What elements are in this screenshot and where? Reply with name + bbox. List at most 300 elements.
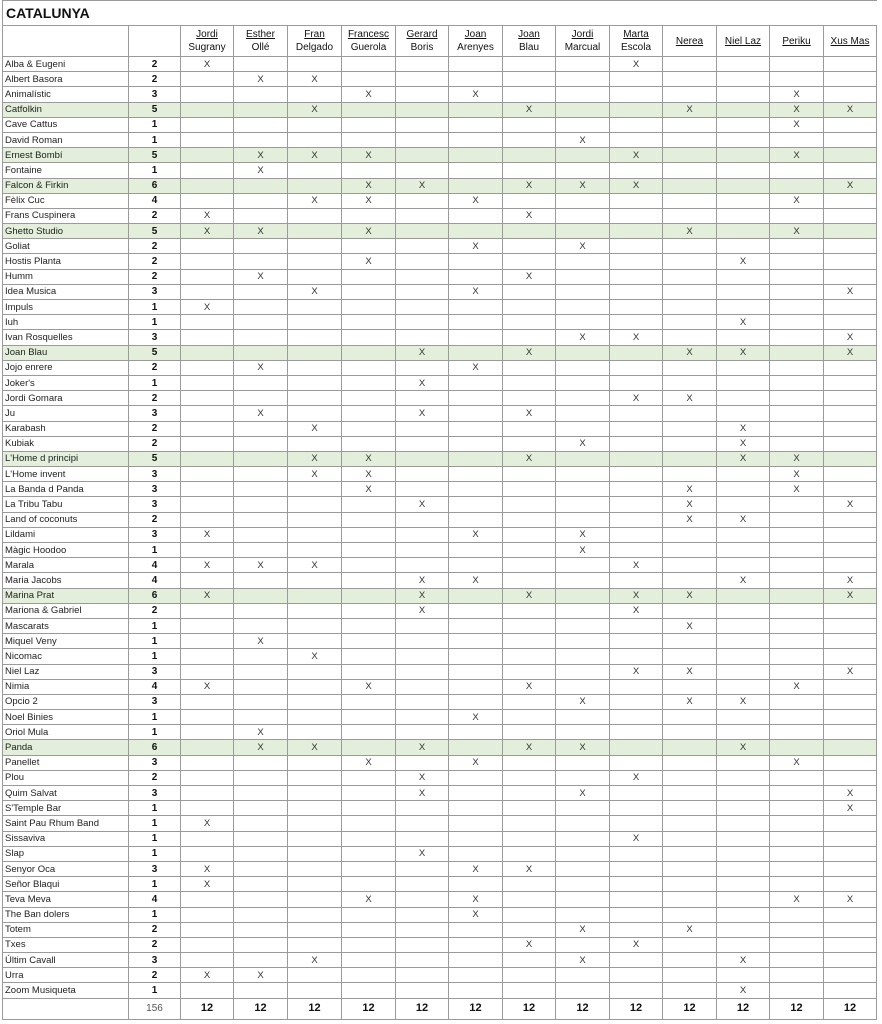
empty-cell[interactable] — [556, 983, 610, 998]
empty-cell[interactable] — [342, 770, 396, 785]
empty-cell[interactable] — [288, 57, 342, 72]
empty-cell[interactable] — [503, 603, 556, 618]
vote-mark-cell[interactable]: X — [288, 451, 342, 466]
empty-cell[interactable] — [288, 603, 342, 618]
empty-cell[interactable] — [181, 892, 234, 907]
empty-cell[interactable] — [288, 831, 342, 846]
vote-count-cell[interactable]: 1 — [129, 543, 181, 558]
empty-cell[interactable] — [770, 57, 824, 72]
vote-mark-cell[interactable]: X — [503, 679, 556, 694]
empty-cell[interactable] — [663, 527, 717, 542]
empty-cell[interactable] — [342, 634, 396, 649]
empty-cell[interactable] — [556, 360, 610, 375]
empty-cell[interactable] — [824, 816, 877, 831]
vote-count-cell[interactable]: 1 — [129, 816, 181, 831]
empty-cell[interactable] — [824, 953, 877, 968]
empty-cell[interactable] — [503, 710, 556, 725]
vote-count-cell[interactable]: 3 — [129, 664, 181, 679]
empty-cell[interactable] — [770, 877, 824, 892]
empty-cell[interactable] — [556, 588, 610, 603]
vote-mark-cell[interactable]: X — [556, 239, 610, 254]
empty-cell[interactable] — [610, 846, 663, 861]
vote-count-cell[interactable]: 3 — [129, 497, 181, 512]
empty-cell[interactable] — [234, 664, 288, 679]
empty-cell[interactable] — [770, 239, 824, 254]
empty-cell[interactable] — [717, 786, 770, 801]
empty-cell[interactable] — [396, 102, 449, 117]
dj-total-cell[interactable]: 12 — [610, 998, 663, 1019]
empty-cell[interactable] — [234, 284, 288, 299]
band-name-cell[interactable]: Plou — [3, 770, 129, 785]
band-name-cell[interactable]: Land of coconuts — [3, 512, 129, 527]
empty-cell[interactable] — [556, 497, 610, 512]
empty-cell[interactable] — [288, 482, 342, 497]
empty-cell[interactable] — [556, 831, 610, 846]
vote-mark-cell[interactable]: X — [610, 603, 663, 618]
empty-cell[interactable] — [824, 406, 877, 421]
empty-cell[interactable] — [717, 831, 770, 846]
empty-cell[interactable] — [396, 831, 449, 846]
vote-mark-cell[interactable]: X — [449, 755, 503, 770]
empty-cell[interactable] — [449, 102, 503, 117]
empty-cell[interactable] — [663, 57, 717, 72]
band-name-cell[interactable]: Marala — [3, 558, 129, 573]
empty-cell[interactable] — [556, 87, 610, 102]
empty-cell[interactable] — [181, 649, 234, 664]
empty-cell[interactable] — [503, 72, 556, 87]
empty-cell[interactable] — [717, 770, 770, 785]
vote-mark-cell[interactable]: X — [181, 57, 234, 72]
vote-mark-cell[interactable]: X — [181, 877, 234, 892]
empty-cell[interactable] — [181, 102, 234, 117]
empty-cell[interactable] — [663, 269, 717, 284]
empty-cell[interactable] — [181, 922, 234, 937]
empty-cell[interactable] — [181, 284, 234, 299]
empty-cell[interactable] — [824, 710, 877, 725]
dj-total-cell[interactable]: 12 — [342, 998, 396, 1019]
vote-mark-cell[interactable]: X — [717, 953, 770, 968]
empty-cell[interactable] — [288, 877, 342, 892]
dj-header[interactable] — [181, 26, 234, 57]
empty-cell[interactable] — [449, 618, 503, 633]
empty-cell[interactable] — [770, 208, 824, 223]
band-name-cell[interactable]: Albert Basora — [3, 72, 129, 87]
band-name-cell[interactable]: Txes — [3, 937, 129, 952]
band-name-cell[interactable]: Humm — [3, 269, 129, 284]
empty-cell[interactable] — [503, 786, 556, 801]
empty-cell[interactable] — [556, 892, 610, 907]
empty-cell[interactable] — [824, 558, 877, 573]
empty-cell[interactable] — [342, 816, 396, 831]
empty-cell[interactable] — [396, 664, 449, 679]
empty-cell[interactable] — [288, 360, 342, 375]
vote-count-cell[interactable]: 2 — [129, 421, 181, 436]
empty-cell[interactable] — [770, 163, 824, 178]
empty-cell[interactable] — [663, 193, 717, 208]
vote-mark-cell[interactable]: X — [288, 649, 342, 664]
empty-cell[interactable] — [181, 740, 234, 755]
header-count-cell[interactable] — [129, 26, 181, 57]
empty-cell[interactable] — [610, 482, 663, 497]
empty-cell[interactable] — [663, 467, 717, 482]
empty-cell[interactable] — [234, 861, 288, 876]
empty-cell[interactable] — [234, 755, 288, 770]
empty-cell[interactable] — [234, 87, 288, 102]
empty-cell[interactable] — [396, 117, 449, 132]
empty-cell[interactable] — [770, 937, 824, 952]
band-name-cell[interactable]: Nimia — [3, 679, 129, 694]
empty-cell[interactable] — [342, 406, 396, 421]
vote-mark-cell[interactable]: X — [717, 315, 770, 330]
vote-mark-cell[interactable]: X — [824, 664, 877, 679]
vote-mark-cell[interactable]: X — [449, 907, 503, 922]
empty-cell[interactable] — [770, 634, 824, 649]
vote-count-cell[interactable]: 4 — [129, 573, 181, 588]
empty-cell[interactable] — [717, 664, 770, 679]
empty-cell[interactable] — [342, 543, 396, 558]
empty-cell[interactable] — [342, 558, 396, 573]
empty-cell[interactable] — [449, 953, 503, 968]
empty-cell[interactable] — [449, 72, 503, 87]
empty-cell[interactable] — [342, 102, 396, 117]
vote-mark-cell[interactable]: X — [770, 102, 824, 117]
empty-cell[interactable] — [449, 588, 503, 603]
empty-cell[interactable] — [610, 649, 663, 664]
vote-mark-cell[interactable]: X — [663, 618, 717, 633]
empty-cell[interactable] — [717, 193, 770, 208]
empty-cell[interactable] — [663, 831, 717, 846]
vote-mark-cell[interactable]: X — [181, 816, 234, 831]
vote-mark-cell[interactable]: X — [342, 148, 396, 163]
empty-cell[interactable] — [449, 269, 503, 284]
empty-cell[interactable] — [288, 269, 342, 284]
empty-cell[interactable] — [288, 375, 342, 390]
empty-cell[interactable] — [181, 846, 234, 861]
empty-cell[interactable] — [181, 178, 234, 193]
empty-cell[interactable] — [556, 770, 610, 785]
empty-cell[interactable] — [556, 148, 610, 163]
empty-cell[interactable] — [503, 694, 556, 709]
empty-cell[interactable] — [288, 937, 342, 952]
empty-cell[interactable] — [396, 254, 449, 269]
empty-cell[interactable] — [610, 816, 663, 831]
vote-mark-cell[interactable]: X — [234, 269, 288, 284]
empty-cell[interactable] — [717, 208, 770, 223]
empty-cell[interactable] — [770, 801, 824, 816]
empty-cell[interactable] — [449, 603, 503, 618]
band-name-cell[interactable]: Ghetto Studio — [3, 224, 129, 239]
band-name-cell[interactable]: Totem — [3, 922, 129, 937]
empty-cell[interactable] — [234, 375, 288, 390]
vote-mark-cell[interactable]: X — [288, 740, 342, 755]
empty-cell[interactable] — [770, 618, 824, 633]
empty-cell[interactable] — [556, 163, 610, 178]
empty-cell[interactable] — [610, 254, 663, 269]
empty-cell[interactable] — [824, 208, 877, 223]
empty-cell[interactable] — [396, 649, 449, 664]
empty-cell[interactable] — [234, 543, 288, 558]
empty-cell[interactable] — [824, 87, 877, 102]
empty-cell[interactable] — [234, 527, 288, 542]
dj-header[interactable] — [396, 26, 449, 57]
empty-cell[interactable] — [556, 512, 610, 527]
empty-cell[interactable] — [396, 87, 449, 102]
empty-cell[interactable] — [181, 983, 234, 998]
vote-count-cell[interactable]: 1 — [129, 725, 181, 740]
empty-cell[interactable] — [396, 558, 449, 573]
empty-cell[interactable] — [824, 451, 877, 466]
empty-cell[interactable] — [663, 770, 717, 785]
vote-mark-cell[interactable]: X — [610, 937, 663, 952]
empty-cell[interactable] — [556, 315, 610, 330]
empty-cell[interactable] — [342, 937, 396, 952]
vote-mark-cell[interactable]: X — [288, 284, 342, 299]
empty-cell[interactable] — [234, 102, 288, 117]
empty-cell[interactable] — [610, 710, 663, 725]
empty-cell[interactable] — [556, 801, 610, 816]
dj-header[interactable] — [663, 26, 717, 57]
band-name-cell[interactable]: Miquel Veny — [3, 634, 129, 649]
empty-cell[interactable] — [556, 816, 610, 831]
empty-cell[interactable] — [717, 922, 770, 937]
vote-mark-cell[interactable]: X — [396, 178, 449, 193]
vote-count-cell[interactable]: 2 — [129, 937, 181, 952]
vote-mark-cell[interactable]: X — [503, 588, 556, 603]
empty-cell[interactable] — [824, 877, 877, 892]
empty-cell[interactable] — [663, 907, 717, 922]
empty-cell[interactable] — [824, 725, 877, 740]
vote-count-cell[interactable]: 5 — [129, 224, 181, 239]
vote-mark-cell[interactable]: X — [234, 406, 288, 421]
empty-cell[interactable] — [449, 846, 503, 861]
empty-cell[interactable] — [717, 102, 770, 117]
empty-cell[interactable] — [181, 770, 234, 785]
empty-cell[interactable] — [342, 786, 396, 801]
empty-cell[interactable] — [717, 375, 770, 390]
empty-cell[interactable] — [717, 877, 770, 892]
vote-count-cell[interactable]: 2 — [129, 603, 181, 618]
empty-cell[interactable] — [181, 345, 234, 360]
empty-cell[interactable] — [556, 208, 610, 223]
empty-cell[interactable] — [610, 953, 663, 968]
empty-cell[interactable] — [181, 694, 234, 709]
empty-cell[interactable] — [610, 694, 663, 709]
empty-cell[interactable] — [342, 725, 396, 740]
vote-mark-cell[interactable]: X — [556, 436, 610, 451]
empty-cell[interactable] — [181, 117, 234, 132]
empty-cell[interactable] — [824, 269, 877, 284]
empty-cell[interactable] — [610, 786, 663, 801]
band-name-cell[interactable]: Quim Salvat — [3, 786, 129, 801]
empty-cell[interactable] — [717, 391, 770, 406]
band-name-cell[interactable]: Joan Blau — [3, 345, 129, 360]
empty-cell[interactable] — [288, 710, 342, 725]
empty-cell[interactable] — [181, 664, 234, 679]
vote-mark-cell[interactable]: X — [824, 588, 877, 603]
vote-mark-cell[interactable]: X — [449, 527, 503, 542]
empty-cell[interactable] — [663, 132, 717, 147]
empty-cell[interactable] — [770, 846, 824, 861]
empty-cell[interactable] — [181, 603, 234, 618]
empty-cell[interactable] — [503, 512, 556, 527]
empty-cell[interactable] — [288, 345, 342, 360]
empty-cell[interactable] — [717, 284, 770, 299]
empty-cell[interactable] — [181, 755, 234, 770]
empty-cell[interactable] — [770, 968, 824, 983]
empty-cell[interactable] — [717, 755, 770, 770]
band-name-cell[interactable]: Niel Laz — [3, 664, 129, 679]
empty-cell[interactable] — [717, 269, 770, 284]
vote-mark-cell[interactable]: X — [610, 831, 663, 846]
vote-mark-cell[interactable]: X — [663, 922, 717, 937]
empty-cell[interactable] — [449, 224, 503, 239]
empty-cell[interactable] — [342, 375, 396, 390]
empty-cell[interactable] — [770, 345, 824, 360]
empty-cell[interactable] — [824, 618, 877, 633]
vote-mark-cell[interactable]: X — [449, 360, 503, 375]
empty-cell[interactable] — [396, 436, 449, 451]
empty-cell[interactable] — [610, 224, 663, 239]
empty-cell[interactable] — [610, 284, 663, 299]
empty-cell[interactable] — [717, 148, 770, 163]
empty-cell[interactable] — [503, 254, 556, 269]
empty-cell[interactable] — [824, 375, 877, 390]
vote-mark-cell[interactable]: X — [449, 892, 503, 907]
band-name-cell[interactable]: Noel Binies — [3, 710, 129, 725]
vote-mark-cell[interactable]: X — [342, 679, 396, 694]
empty-cell[interactable] — [342, 117, 396, 132]
empty-cell[interactable] — [503, 877, 556, 892]
vote-mark-cell[interactable]: X — [396, 588, 449, 603]
empty-cell[interactable] — [449, 968, 503, 983]
vote-mark-cell[interactable]: X — [556, 786, 610, 801]
empty-cell[interactable] — [770, 831, 824, 846]
vote-mark-cell[interactable]: X — [663, 497, 717, 512]
empty-cell[interactable] — [503, 922, 556, 937]
band-name-cell[interactable]: Lildami — [3, 527, 129, 542]
empty-cell[interactable] — [234, 877, 288, 892]
vote-mark-cell[interactable]: X — [770, 224, 824, 239]
vote-mark-cell[interactable]: X — [824, 573, 877, 588]
empty-cell[interactable] — [288, 664, 342, 679]
empty-cell[interactable] — [234, 786, 288, 801]
empty-cell[interactable] — [610, 801, 663, 816]
vote-count-cell[interactable]: 1 — [129, 132, 181, 147]
vote-mark-cell[interactable]: X — [396, 603, 449, 618]
vote-mark-cell[interactable]: X — [342, 193, 396, 208]
empty-cell[interactable] — [234, 330, 288, 345]
empty-cell[interactable] — [663, 937, 717, 952]
empty-cell[interactable] — [396, 907, 449, 922]
empty-cell[interactable] — [770, 512, 824, 527]
empty-cell[interactable] — [396, 421, 449, 436]
empty-cell[interactable] — [503, 497, 556, 512]
empty-cell[interactable] — [449, 57, 503, 72]
vote-mark-cell[interactable]: X — [610, 664, 663, 679]
band-name-cell[interactable]: Urra — [3, 968, 129, 983]
grand-total-cell[interactable]: 156 — [129, 998, 181, 1019]
empty-cell[interactable] — [503, 375, 556, 390]
empty-cell[interactable] — [503, 573, 556, 588]
empty-cell[interactable] — [234, 937, 288, 952]
vote-count-cell[interactable]: 2 — [129, 968, 181, 983]
empty-cell[interactable] — [181, 72, 234, 87]
empty-cell[interactable] — [449, 208, 503, 223]
dj-total-cell[interactable]: 12 — [663, 998, 717, 1019]
empty-cell[interactable] — [770, 527, 824, 542]
empty-cell[interactable] — [663, 406, 717, 421]
empty-cell[interactable] — [234, 512, 288, 527]
empty-cell[interactable] — [342, 877, 396, 892]
band-name-cell[interactable]: Ju — [3, 406, 129, 421]
empty-cell[interactable] — [342, 421, 396, 436]
empty-cell[interactable] — [824, 937, 877, 952]
dj-total-cell[interactable]: 12 — [717, 998, 770, 1019]
empty-cell[interactable] — [449, 163, 503, 178]
empty-cell[interactable] — [288, 892, 342, 907]
empty-cell[interactable] — [181, 725, 234, 740]
dj-header[interactable] — [770, 26, 824, 57]
vote-mark-cell[interactable]: X — [449, 861, 503, 876]
empty-cell[interactable] — [503, 193, 556, 208]
empty-cell[interactable] — [556, 102, 610, 117]
empty-cell[interactable] — [396, 360, 449, 375]
empty-cell[interactable] — [770, 132, 824, 147]
vote-mark-cell[interactable]: X — [234, 725, 288, 740]
empty-cell[interactable] — [342, 360, 396, 375]
empty-cell[interactable] — [556, 284, 610, 299]
empty-cell[interactable] — [610, 375, 663, 390]
vote-mark-cell[interactable]: X — [770, 87, 824, 102]
vote-count-cell[interactable]: 6 — [129, 740, 181, 755]
vote-mark-cell[interactable]: X — [824, 786, 877, 801]
vote-count-cell[interactable]: 4 — [129, 193, 181, 208]
empty-cell[interactable] — [396, 679, 449, 694]
empty-cell[interactable] — [449, 117, 503, 132]
empty-cell[interactable] — [770, 588, 824, 603]
empty-cell[interactable] — [181, 132, 234, 147]
empty-cell[interactable] — [449, 786, 503, 801]
empty-cell[interactable] — [181, 543, 234, 558]
empty-cell[interactable] — [181, 239, 234, 254]
empty-cell[interactable] — [717, 618, 770, 633]
empty-cell[interactable] — [717, 558, 770, 573]
empty-cell[interactable] — [342, 345, 396, 360]
band-name-cell[interactable]: Slap — [3, 846, 129, 861]
empty-cell[interactable] — [396, 482, 449, 497]
empty-cell[interactable] — [770, 649, 824, 664]
empty-cell[interactable] — [717, 710, 770, 725]
empty-cell[interactable] — [449, 922, 503, 937]
vote-mark-cell[interactable]: X — [503, 406, 556, 421]
empty-cell[interactable] — [288, 801, 342, 816]
dj-total-cell[interactable]: 12 — [181, 998, 234, 1019]
empty-cell[interactable] — [717, 72, 770, 87]
vote-count-cell[interactable]: 3 — [129, 284, 181, 299]
empty-cell[interactable] — [503, 57, 556, 72]
empty-cell[interactable] — [288, 694, 342, 709]
empty-cell[interactable] — [288, 406, 342, 421]
empty-cell[interactable] — [770, 786, 824, 801]
band-name-cell[interactable]: Fèlix Cuc — [3, 193, 129, 208]
empty-cell[interactable] — [288, 239, 342, 254]
empty-cell[interactable] — [181, 269, 234, 284]
totals-label-cell[interactable] — [3, 998, 129, 1019]
empty-cell[interactable] — [234, 57, 288, 72]
vote-count-cell[interactable]: 5 — [129, 102, 181, 117]
vote-mark-cell[interactable]: X — [770, 482, 824, 497]
vote-mark-cell[interactable]: X — [610, 148, 663, 163]
